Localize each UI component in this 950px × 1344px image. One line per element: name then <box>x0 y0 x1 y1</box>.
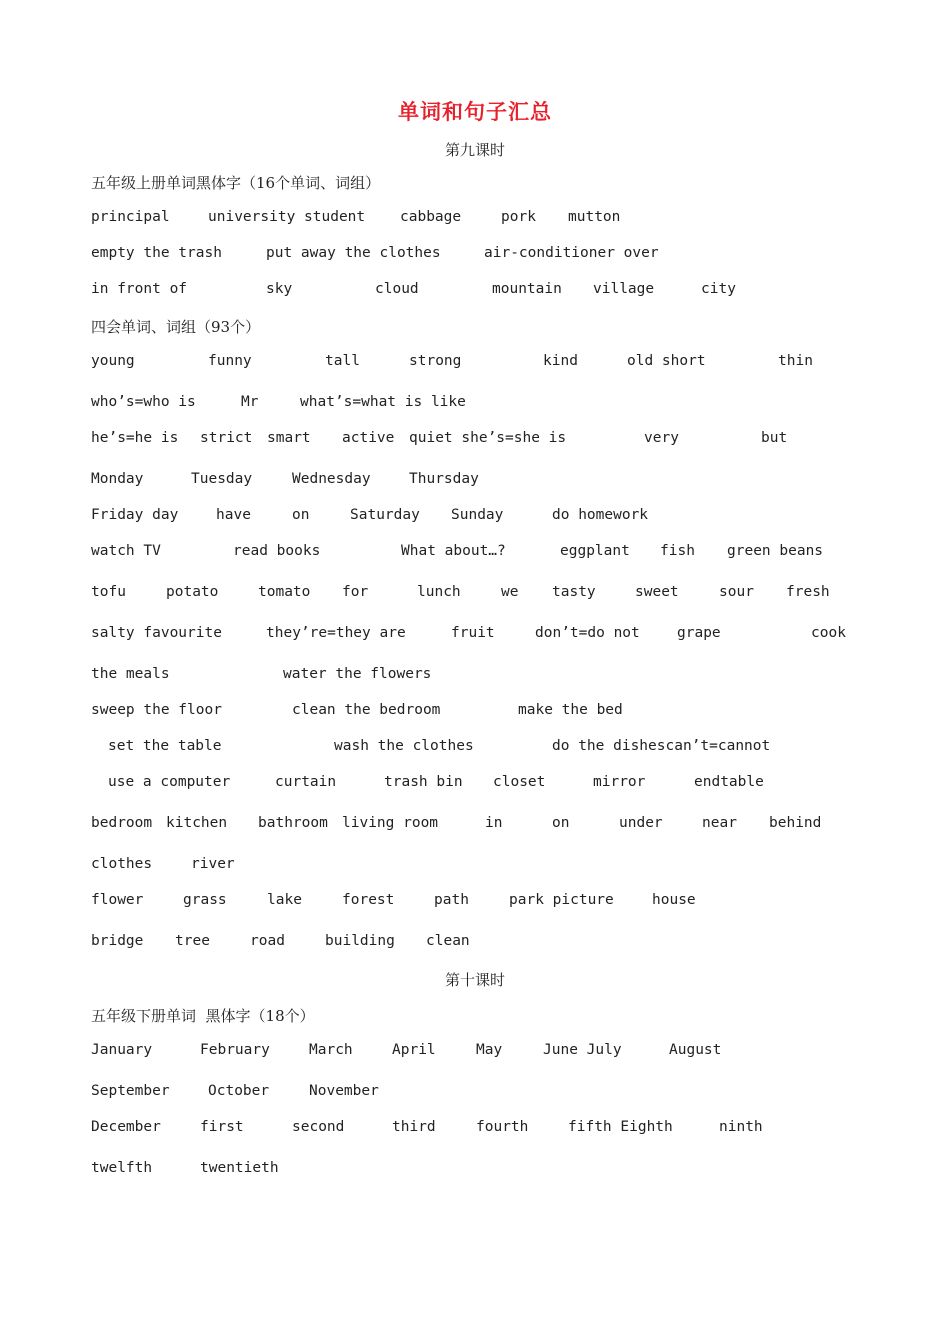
word: ninth <box>719 1119 763 1135</box>
word: what’s=what is like <box>300 394 466 410</box>
word: river <box>191 856 235 872</box>
word: September <box>91 1083 170 1099</box>
word: tofu <box>91 584 126 600</box>
word: clean <box>426 933 470 949</box>
word: cabbage <box>400 209 462 225</box>
word-row <box>91 584 891 604</box>
word: building <box>325 933 395 949</box>
word: fifth Eighth <box>568 1119 673 1135</box>
word: the meals <box>91 666 170 682</box>
lesson-9-heading: 第九课时 <box>444 141 505 159</box>
word-row <box>91 430 891 450</box>
word: cook <box>811 625 846 641</box>
word: university student <box>208 209 366 225</box>
word: bathroom <box>258 815 328 831</box>
word: tomato <box>258 584 311 600</box>
word: fruit <box>451 625 495 641</box>
lesson-10-heading: 第十课时 <box>444 971 505 989</box>
word: March <box>309 1042 353 1058</box>
word: sour <box>719 584 754 600</box>
word-row <box>91 933 891 953</box>
word: park picture <box>509 892 614 908</box>
word: curtain <box>275 774 337 790</box>
word: flower <box>91 892 144 908</box>
word: water the flowers <box>283 666 432 682</box>
word: empty the trash <box>91 245 222 261</box>
word-row <box>91 892 891 912</box>
word: August <box>669 1042 722 1058</box>
word: he’s=he is <box>91 430 179 446</box>
word-row <box>91 507 891 527</box>
word-row <box>91 281 891 301</box>
word: tree <box>175 933 210 949</box>
grade5-vol2-label: 五年级下册单词 黑体字（18个） <box>91 1007 315 1025</box>
word: under <box>619 815 663 831</box>
word: old short <box>627 353 706 369</box>
word: pork <box>501 209 536 225</box>
word: trash bin <box>384 774 463 790</box>
word: grape <box>677 625 721 641</box>
word: strict <box>200 430 253 446</box>
word: put away the clothes <box>266 245 441 261</box>
word: Mr <box>241 394 259 410</box>
word-row <box>91 738 891 758</box>
word: fresh <box>786 584 830 600</box>
word: fourth <box>476 1119 529 1135</box>
word: bedroom <box>91 815 153 831</box>
word: June July <box>543 1042 622 1058</box>
word: young <box>91 353 135 369</box>
word: potato <box>166 584 219 600</box>
word: October <box>208 1083 270 1099</box>
word: use a computer <box>108 774 231 790</box>
word: April <box>392 1042 436 1058</box>
word-row <box>91 1042 891 1062</box>
word: kitchen <box>166 815 228 831</box>
word: path <box>434 892 469 908</box>
word: they’re=they are <box>266 625 406 641</box>
word: endtable <box>694 774 764 790</box>
word-row <box>91 815 891 835</box>
word: near <box>702 815 737 831</box>
word: salty favourite <box>91 625 222 641</box>
word-row <box>91 543 891 563</box>
word: clean the bedroom <box>292 702 441 718</box>
word-row <box>91 209 891 229</box>
word-row <box>91 774 891 794</box>
word: twelfth <box>91 1160 153 1176</box>
word: make the bed <box>518 702 623 718</box>
word: funny <box>208 353 252 369</box>
word: set the table <box>108 738 222 754</box>
word: lunch <box>417 584 461 600</box>
word: lake <box>267 892 302 908</box>
word: air-conditioner over <box>484 245 659 261</box>
word: February <box>200 1042 270 1058</box>
word: tall <box>325 353 360 369</box>
word: active <box>342 430 395 446</box>
word: house <box>652 892 696 908</box>
word: in <box>485 815 503 831</box>
page-title: 单词和句子汇总 <box>398 99 552 124</box>
word-row <box>91 1119 891 1139</box>
word: principal <box>91 209 170 225</box>
word-row <box>91 394 891 414</box>
word: we <box>501 584 519 600</box>
word-row <box>91 1083 891 1103</box>
word-row <box>91 625 891 645</box>
word: mountain <box>492 281 562 297</box>
word: twentieth <box>200 1160 279 1176</box>
word: watch TV <box>91 543 161 559</box>
word: grass <box>183 892 227 908</box>
word: May <box>476 1042 503 1058</box>
four-skill-label: 四会单词、词组（93个） <box>91 318 261 336</box>
word: What about…? <box>401 543 506 559</box>
word: November <box>309 1083 379 1099</box>
word: kind <box>543 353 578 369</box>
word: December <box>91 1119 161 1135</box>
word: tasty <box>552 584 596 600</box>
word: read books <box>233 543 321 559</box>
word: clothes <box>91 856 153 872</box>
word-row <box>91 1160 891 1180</box>
word: smart <box>267 430 311 446</box>
word: second <box>292 1119 345 1135</box>
word: do homework <box>552 507 649 523</box>
word: green beans <box>727 543 824 559</box>
word: sweet <box>635 584 679 600</box>
word: on <box>552 815 570 831</box>
word: Sunday <box>451 507 504 523</box>
word: first <box>200 1119 244 1135</box>
word: do the dishescan’t=cannot <box>552 738 771 754</box>
word: behind <box>769 815 822 831</box>
word: forest <box>342 892 395 908</box>
word: Monday <box>91 471 144 487</box>
word: in front of <box>91 281 188 297</box>
word: wash the clothes <box>334 738 474 754</box>
word: fish <box>660 543 695 559</box>
word-row <box>91 666 891 686</box>
word: have <box>216 507 251 523</box>
word-row <box>91 353 891 373</box>
word-row <box>91 702 891 722</box>
word: sky <box>266 281 293 297</box>
word: eggplant <box>560 543 630 559</box>
word: road <box>250 933 285 949</box>
word: don’t=do not <box>535 625 640 641</box>
word: cloud <box>375 281 419 297</box>
grade5-vol1-label: 五年级上册单词黑体字（16个单词、词组） <box>91 174 381 192</box>
word: strong <box>409 353 462 369</box>
word: quiet she’s=she is <box>409 430 567 446</box>
word: very <box>644 430 679 446</box>
word: Thursday <box>409 471 479 487</box>
word: closet <box>493 774 546 790</box>
word: third <box>392 1119 436 1135</box>
word: thin <box>778 353 813 369</box>
word: bridge <box>91 933 144 949</box>
word: Tuesday <box>191 471 253 487</box>
word: Friday day <box>91 507 179 523</box>
word: Saturday <box>350 507 420 523</box>
word: village <box>593 281 655 297</box>
word: on <box>292 507 310 523</box>
word: who’s=who is <box>91 394 196 410</box>
word: sweep the floor <box>91 702 222 718</box>
word: mirror <box>593 774 646 790</box>
word: but <box>761 430 788 446</box>
word: Wednesday <box>292 471 371 487</box>
word: living room <box>342 815 439 831</box>
word-row <box>91 471 891 491</box>
word-row <box>91 856 891 876</box>
word-row <box>91 245 891 265</box>
word: January <box>91 1042 153 1058</box>
word: city <box>701 281 736 297</box>
word: for <box>342 584 369 600</box>
word: mutton <box>568 209 621 225</box>
